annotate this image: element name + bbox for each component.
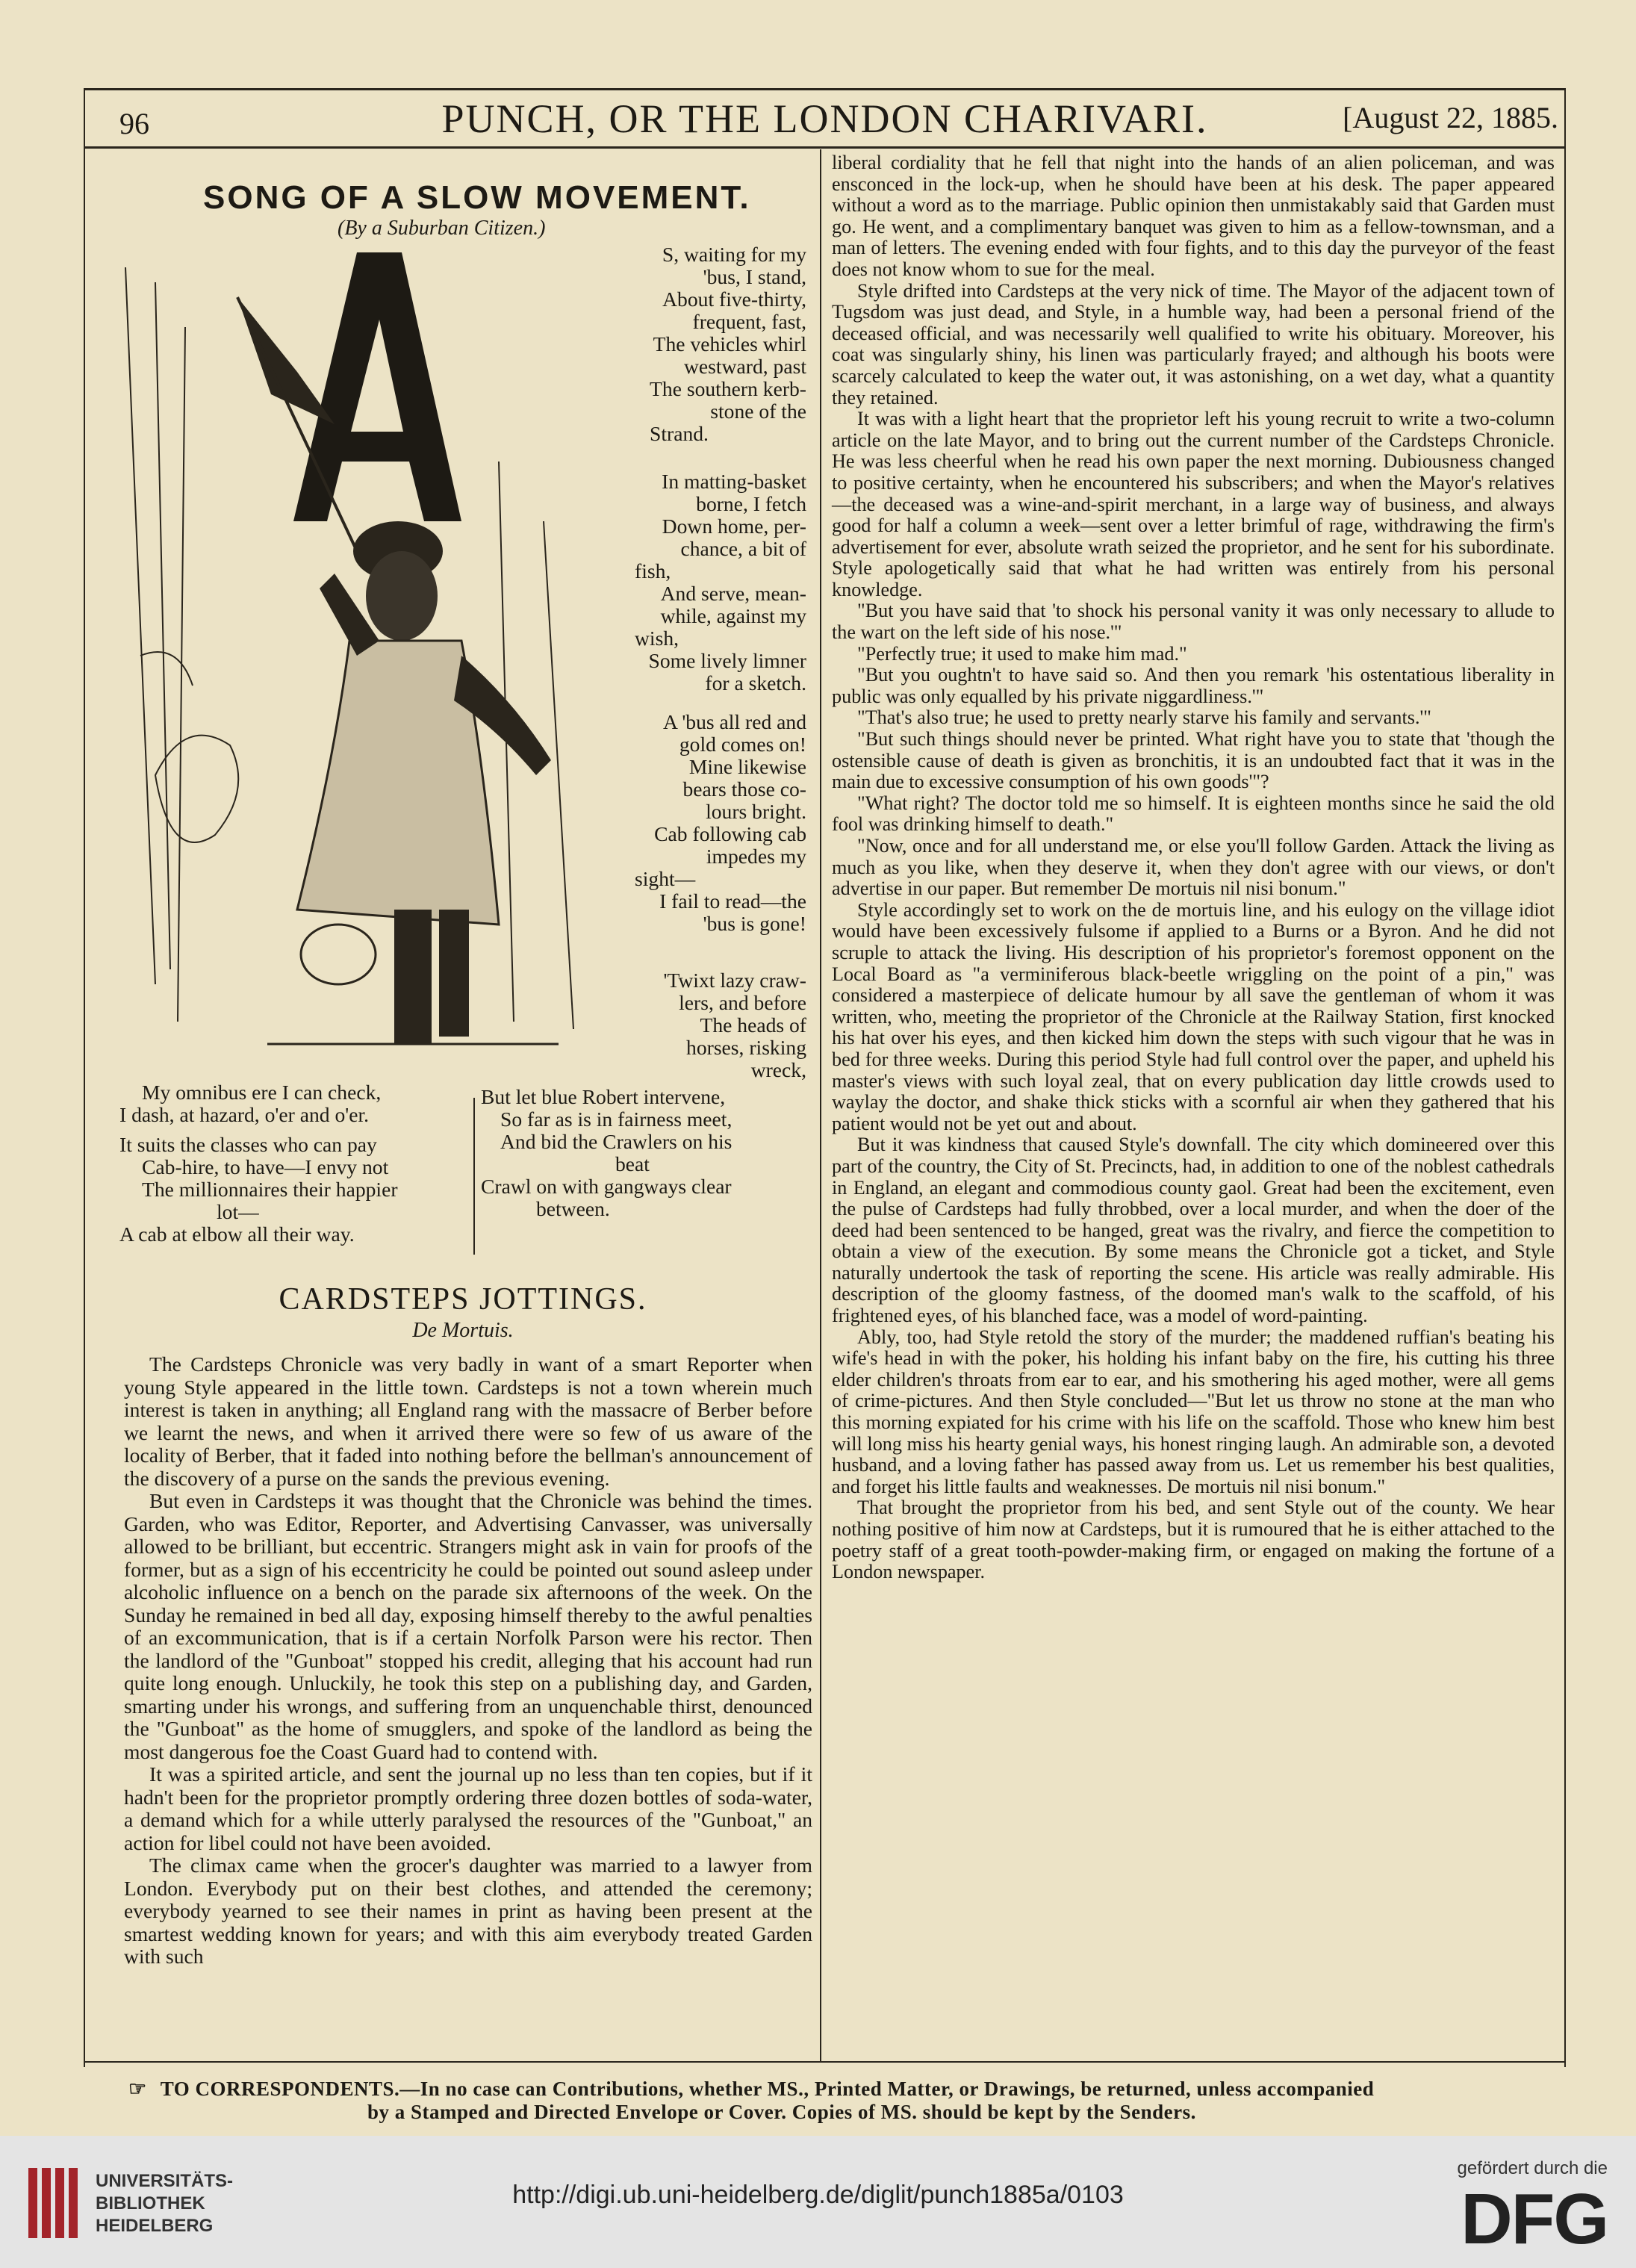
article-paragraph: It was a spirited article, and sent the journal up no less than ten copies, but if it hadn't been for the proprietor promptly ordering three dozen bottles of soda-water, a demand which for a while utterly paralysed the resources of the "Gunboat," an action for libel could not have been avoided. bbox=[124, 1762, 812, 1854]
article-paragraph: "But you have said that 'to shock his personal vanity it was only necessary to allude to the wart on the left side of his nose.'" bbox=[832, 600, 1555, 644]
article-paragraph: That brought the proprietor from his bed, and sent Style out of the county. We hear nothing positive of him now at Cardsteps, but it is rumoured that he is either attached to the poetry staff of a great tooth-powder-making firm, or engaged on making the fortune of a London newspaper. bbox=[832, 1497, 1555, 1583]
verse-divider bbox=[473, 1098, 475, 1255]
article-paragraph: liberal cordiality that he fell that night into the hands of an alien policeman, and was ensconced in the lock-up, when he should have been at his desk. The paper appeared without a word as to the marriage. Public opinion then unmistakably said that Garden must go. He went, and a complimentary banquet was given to him as a fellow-townsman, and a man of letters. The evening ended with four fights, and to this day the purveyor of the feast does not know whom to sue for the meal. bbox=[832, 152, 1555, 280]
article-paragraph: "That's also true; he used to pretty nearly starve his family and servants.'" bbox=[857, 706, 1431, 729]
column-divider bbox=[820, 149, 821, 2061]
header-rule-top bbox=[84, 88, 1566, 90]
article-paragraph: Ably, too, had Style retold the story of the murder; the maddened ruffian's beating his wife's head in with the poker, his holding his infant baby on the fire, his cutting his three elder children's throats from ear to ear, and his smothering his aged mother, were all gems of crime-pictures. And then Style concluded—"But let us throw no stone at the man who this morning expiated for his crime with his life on the scaffold. Those who knew him best will long miss his hearty genial ways, his honest ringing laugh. An admirable son, a devoted husband, and a loving father has passed away from us. Let us remember his best qualities, and forget his little faults and weaknesses. De mortuis nil nisi bonum." bbox=[832, 1326, 1555, 1497]
flag-graphic bbox=[237, 297, 335, 424]
running-header bbox=[84, 90, 1566, 143]
article-paragraph: "Now, once and for all understand me, or else you'll follow Garden. Attack the living as much as you like, when they deserve it, when they don't agree with our views, or don't advertise in our paper. But remember De mortuis nil nisi bonum." bbox=[832, 835, 1555, 900]
article-paragraph: But it was kindness that caused Style's downfall. The city which domineered over this part of the country, the City of St. Precincts, had, in addition to one of the noblest cathedrals in England, an elegant and commodious county gaol. Great had been the excitement, even the pulse of Cardsteps had fully throbbed, over a local murder, and when the doer of the deed had been sentenced to be hanged, great was the rivalry, and fierce the competition to obtain a view of the execution. By some means the Chronicle got a ticket, and Style naturally undertook the task of reporting the scene. His article was really admirable. His description of the gloomy fastness, of the doomed man's walk to the scaffold, of his frightened eyes, of his blanched face, was a model of word-painting. bbox=[832, 1134, 1555, 1327]
song-stanza-4: 'Twixt lazy craw- lers, and before The heads of horses, risking wreck, bbox=[663, 969, 806, 1081]
song-stanza-6: But let blue Robert intervene, So far as is in fairness meet, And bid the Crawlers on his beat Crawl on with gangways clear between. bbox=[481, 1085, 733, 1220]
permalink-url[interactable]: http://digi.ub.uni-heidelberg.de/diglit/punch1885a/0103 bbox=[512, 2181, 1124, 2209]
article-paragraph: It was with a light heart that the proprietor left his young recruit to write a two-column article on the late Mayor, and to bring out the current number of the Cardsteps Chronicle. He was less cheerful when he read his own paper the next morning. Dubiousness changed to positive certainty, when he encountered his subscribers; and when the Mayor's relatives—the deceased was a wine-and-spirit merchant, in a large way of business, and always good for half a column a week—sent over a letter brimful of rage, withdrawing the firm's advertisement for ever, absolute wrath seized the proprietor, and he sent for his subordinate. Style apologetically said that what he had written was entirely from his personal knowledge. bbox=[832, 408, 1555, 600]
song-stanza-5: My omnibus ere I can check, I dash, at hazard, o'er and o'er. It suits the classes who can pay Cab-hire, to have—I envy not The millionnaires their happier lot— A cab at elbow all their way. bbox=[119, 1081, 398, 1246]
magazine-title: PUNCH, OR THE LONDON CHARIVARI. bbox=[441, 96, 1208, 141]
article-paragraph: "But such things should never be printed. What right have you to state that 'though the ostensible cause of death is given as bronchitis, it is an undoubted fact that it was in the main due to excessive consumption of his own goods'"? bbox=[832, 728, 1555, 793]
funding-note: gefördert durch die bbox=[1457, 2158, 1608, 2178]
page-number: 96 bbox=[119, 107, 149, 140]
letter-a-graphic bbox=[293, 252, 461, 521]
article-title: CARDSTEPS JOTTINGS. bbox=[279, 1282, 647, 1317]
song-stanza-2: In matting-basket borne, I fetch Down home, per- chance, a bit of fish, And serve, mean- while, against my wish, Some lively limner for a sketch. bbox=[635, 470, 806, 695]
right-page-border bbox=[1564, 88, 1566, 2067]
issue-date: [August 22, 1885. bbox=[1343, 101, 1558, 134]
article-paragraph: But even in Cardsteps it was thought that the Chronicle was behind the times. Garden, who was Editor, Reporter, and Advertising Canvasser, was universally allowed to be brilliant, but eccentric. Strangers might ask in vain for proofs of the former, but as a sign of his eccentricity he could be pointed out sound asleep under alcoholic influence on a bench on the parade six afternoons of the week. On the Sunday he remained in bed all day, exposing himself thereby to the awful penalties of an excommunication, that is if a certain Norfolk Parson were his rector. Then the landlord of the "Gunboat" stopped his credit, alleging that his account had run quite long enough. Unluckily, he took this step on a publishing day, and Garden, smarting under his wrongs, and suffering from an unquenchable thirst, denounced the "Gunboat" as the home of smugglers, and spoke of the landlord as being the most dangerous foe the Coast Guard had to contend with. bbox=[124, 1489, 812, 1763]
cartoon-illustration bbox=[111, 237, 603, 1074]
song-title: SONG OF A SLOW MOVEMENT. bbox=[203, 179, 751, 216]
article-paragraph: Style drifted into Cardsteps at the very nick of time. The Mayor of the adjacent town of Tugsdom was just dead, and Style, in a humble way, had been a personal friend of the deceased official, and was necessarily well qualified to write his obituary. Moreover, his coat was singularly shiny, his linen was particularly frayed; and although his boots were scarcely calculated to keep the water out, it was astonishing, on a wet day, what a quantity they retained. bbox=[832, 279, 1555, 408]
song-byline: (By a Suburban Citizen.) bbox=[338, 217, 546, 240]
pointing-hand-icon: ☞ bbox=[128, 2078, 147, 2100]
figure-drawing bbox=[267, 521, 559, 1044]
left-page-border bbox=[84, 88, 85, 2067]
song-stanza-1: S, waiting for my 'bus, I stand, About five-thirty, frequent, fast, The vehicles whirl westward, past The southern kerb- stone of the Strand. bbox=[650, 243, 806, 445]
header-rule-bottom bbox=[84, 146, 1566, 149]
article-paragraph: "Perfectly true; it used to make him mad." bbox=[857, 642, 1187, 665]
article-left-column bbox=[124, 1353, 812, 1969]
article-paragraph: Style accordingly set to work on the de mortuis line, and his eulogy on the village idiot would have been excessively fulsome if applied to a Burns or a Byron. And he did not scruple to attack the living. His description of his proprietor's foremost opponent on the Local Board as "a verminiferous black-beetle wriggling on the point of a pin," was considered a masterpiece of delicate humour by all save the gentleman of whom it was written, who, meeting the proprietor of the Chronicle at the Railway Station, first knocked his hat over his eyes, and then kicked him down the steps with such vigour that he was in bed for three weeks. During this period Style had full control over the paper, and upheld his master's views with such loyal zeal, that on every publication day little crowds used to waylay the doctor, and shake thick sticks with a scornful air when they gathered that his patient would not be yet out and about. bbox=[832, 898, 1555, 1134]
article-paragraph: "But you oughtn't to have said so. And then you remark 'his ostentatious liberality in public was only equalled by his private niggardliness.'" bbox=[832, 664, 1555, 707]
correspondents-notice: ☞ TO CORRESPONDENTS.—In no case can Contributions, whether MS., Printed Matter, or Drawings, be returned, unless accompanied by a Stamped and Directed Envelope or Cover. Copies of MS. should be kept by the Senders. bbox=[128, 2078, 1375, 2123]
article-paragraph: The Cardsteps Chronicle was very badly in want of a smart Reporter when young Style appeared in the little town. Cardsteps is not a town wherein much interest is taken in anything; all England rang with the massacre of Berber before we learnt the news, and when it arrived there were so few of us aware of the locality of Berber, that it faded into nothing before the bellman's announcement of the discovery of a purse on the sands the previous evening. bbox=[124, 1352, 812, 1490]
dfg-logo: DFG bbox=[1461, 2179, 1608, 2259]
song-stanza-3: A 'bus all red and gold comes on! Mine likewise bears those co- lours bright. Cab following cab impedes my sight— I fail to read—the 'bus is gone! bbox=[635, 710, 806, 935]
article-subtitle: De Mortuis. bbox=[412, 1319, 514, 1342]
article-paragraph: The climax came when the grocer's daughter was married to a lawyer from London. Everybody put on their best clothes, and attended the ceremony; everybody yearned to see their names in print as having been present at the smartest wedding known for years; and with this aim everybody treated Garden with such bbox=[124, 1854, 812, 1968]
article-right-column bbox=[832, 152, 1555, 1583]
article-paragraph: "What right? The doctor told me so himself. It is eighteen months since he said the old fool was drinking himself to death." bbox=[832, 792, 1555, 836]
library-name: UNIVERSITÄTS- BIBLIOTHEK HEIDELBERG bbox=[96, 2171, 234, 2236]
bottom-content-rule bbox=[84, 2061, 1566, 2063]
